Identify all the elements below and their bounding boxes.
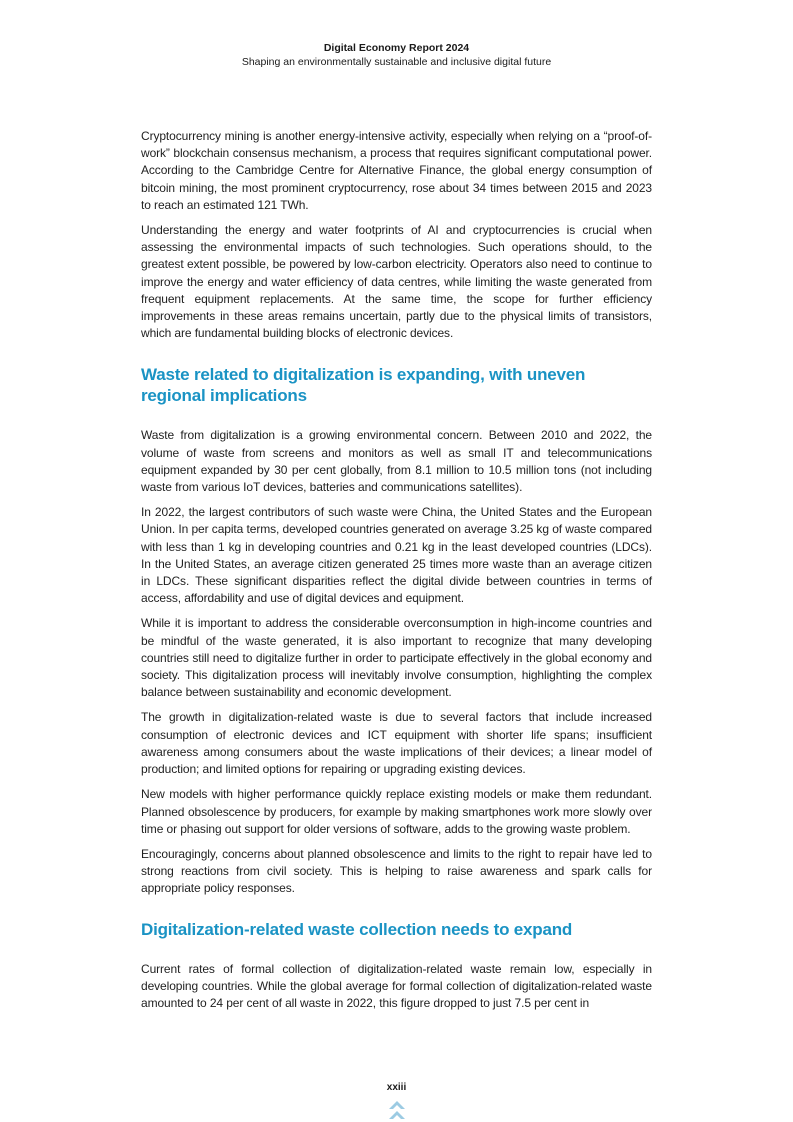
double-chevron-up-icon[interactable] [388, 1100, 406, 1122]
body-paragraph: Waste from digitalization is a growing environmental concern. Between 2010 and 2022, the volume of waste from screens and monitors as well as small IT and telecommunications equipment expanded by 30 per cent globally, from 8.1 million to 10.5 million tons (not including waste from various IoT devices, batteries and communications satellites). [141, 428, 652, 495]
main-content [141, 128, 652, 1020]
section-heading: Waste related to digitalization is expanding, with uneven regional implications [141, 365, 586, 406]
body-paragraph: Cryptocurrency mining is another energy-intensive activity, especially when relying on a “proof-of-work” blockchain consensus mechanism, a process that requires significant computational power. According to the Cambridge Centre for Alternative Finance, the global energy consumption of bitcoin mining, the most prominent cryptocurrency, rose about 34 times between 2015 and 2023 to reach an estimated 121 TWh. [141, 129, 652, 212]
report-title: Digital Economy Report 2024 [323, 42, 470, 54]
body-paragraph: In 2022, the largest contributors of such waste were China, the United States and the European Union. In per capita terms, developed countries generated on average 3.25 kg of waste compared with less than 1 kg in developing countries and 0.21 kg in the least developed countries (LDCs). In the United States, an average citizen generated 25 times more waste than an average citizen in LDCs. These significant disparities reflect the digital divide between countries in terms of access, affordability and use of digital devices and equipment. [141, 505, 652, 606]
body-paragraph: Understanding the energy and water footprints of AI and cryptocurrencies is crucial when assessing the environmental impacts of such technologies. Such operations should, to the greatest extent possible, be powered by low-carbon electricity. Operators also need to continue to improve the energy and water efficiency of data centres, while limiting the waste generated from frequent equipment replacements. At the same time, the scope for further efficiency improvements in these areas remains uncertain, partly due to the physical limits of transistors, which are fundamental building blocks of electronic devices. [141, 223, 652, 341]
body-paragraph: The growth in digitalization-related waste is due to several factors that include increased consumption of electronic devices and ICT equipment with shorter life spans; insufficient awareness among consumers about the waste implications of their devices; a linear model of production; and limited options for repairing or upgrading existing devices. [141, 710, 652, 777]
body-paragraph: New models with higher performance quickly replace existing models or make them redundant. Planned obsolescence by producers, for example by making smartphones work more slowly over time or phasing out support for older versions of software, adds to the growing waste problem. [141, 787, 652, 836]
body-paragraph: While it is important to address the considerable overconsumption in high-income countries and be mindful of the waste generated, it is also important to recognize that many developing countries still need to digitalize further in order to participate effectively in the global economy and society. This digitalization process will inevitably involve consumption, highlighting the complex balance between sustainability and economic development. [141, 616, 652, 700]
page-footer [0, 1082, 793, 1122]
report-subtitle: Shaping an environmentally sustainable and inclusive digital future [241, 56, 552, 68]
body-paragraph: Current rates of formal collection of digitalization-related waste remain low, especially in developing countries. While the global average for formal collection of digitalization-related waste amounted to 24 per cent of all waste in 2022, this figure dropped to just 7.5 per cent in [141, 961, 652, 1010]
section-heading: Digitalization-related waste collection needs to expand [141, 919, 573, 939]
page-number: xxiii [386, 1082, 407, 1093]
body-paragraph: Encouragingly, concerns about planned obsolescence and limits to the right to repair have led to strong reactions from civil society. This is helping to raise awareness and spark calls for appropriate policy responses. [141, 846, 652, 896]
page-header [0, 41, 793, 69]
